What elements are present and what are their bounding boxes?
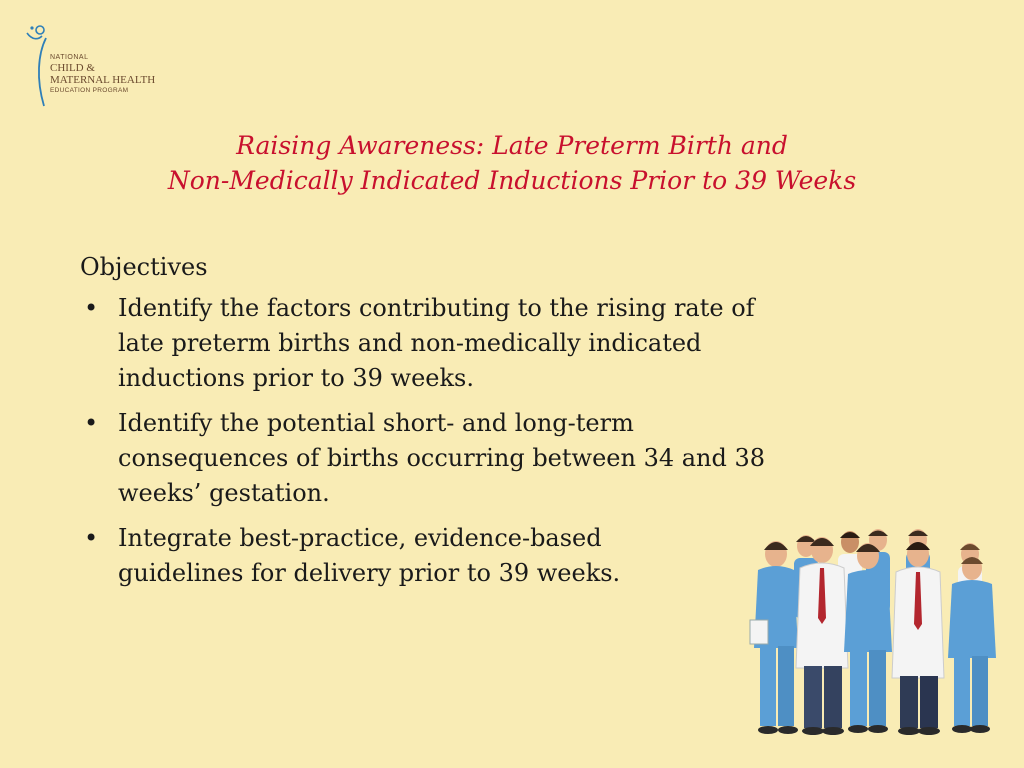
objective-line: inductions prior to 39 weeks. [118,364,474,392]
nichd-logo [24,24,184,114]
logo-line-education-program: EDUCATION PROGRAM [50,87,129,94]
title-line-2: Non-Medically Indicated Inductions Prior to 39 Weeks [167,166,857,195]
logo-line-national: NATIONAL [50,54,89,61]
objectives-heading: Objectives [80,253,208,281]
medical-team-illustration [738,528,1000,740]
objective-line: consequences of births occurring between 34 and 38 [118,444,766,472]
title-line-1: Raising Awareness: Late Preterm Birth and [236,131,788,160]
objective-line: guidelines for delivery prior to 39 weeks. [118,559,621,587]
logo-line-child: CHILD & [50,62,95,74]
objective-line: Integrate best-practice, evidence-based [118,524,602,552]
logo-line-maternal-health: MATERNAL HEALTH [50,74,156,86]
medical-team-icon [738,528,1000,740]
objective-line: late preterm births and non-medically indicated [118,329,702,357]
bullet-icon: • [84,409,99,437]
objective-line: Identify the factors contributing to the rising rate of [118,294,755,322]
objective-item [80,291,930,396]
objective-line: Identify the potential short- and long-term [118,409,634,437]
slide-title [40,128,984,198]
objective-item [80,406,930,511]
bullet-icon: • [84,294,99,322]
objective-line: weeks’ gestation. [118,479,330,507]
bullet-icon: • [84,524,99,552]
